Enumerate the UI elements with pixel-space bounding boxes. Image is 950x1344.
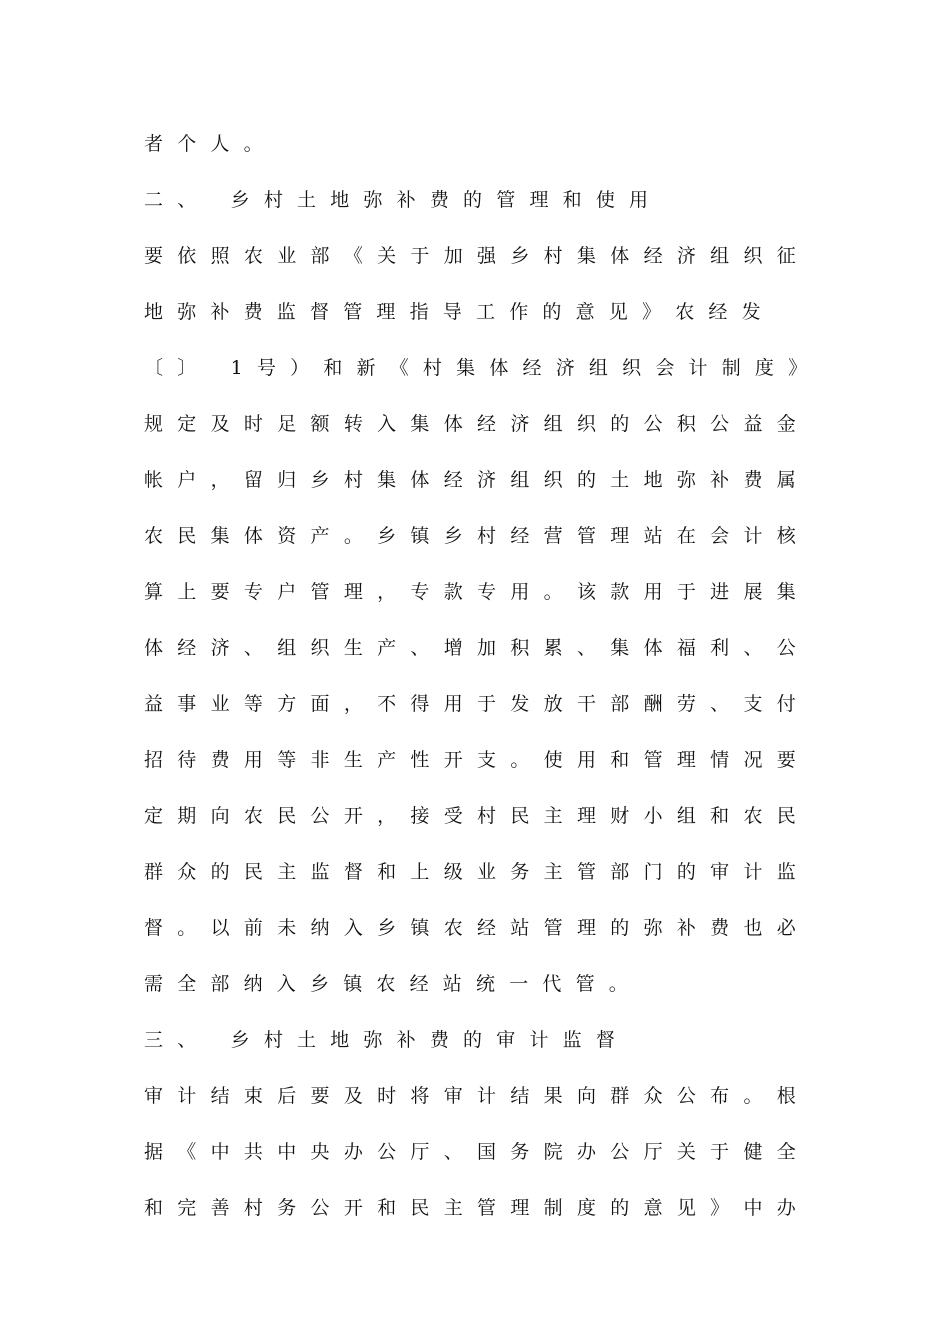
text-line-4: 地弥补费监督管理指导工作的意见》农经发 <box>144 301 775 323</box>
text-line-12: 招待费用等非生产性开支。使用和管理情况要 <box>144 749 810 771</box>
text-line-18: 审计结束后要及时将审计结果向群众公布。根 <box>144 1085 810 1107</box>
text-line-9: 算上要专户管理，专款专用。该款用于进展集 <box>144 581 810 603</box>
text-line-1: 者个人。 <box>144 133 277 155</box>
text-line-13: 定期向农民公开，接受村民主理财小组和农民 <box>144 805 810 827</box>
text-line-15: 督。以前未纳入乡镇农经站管理的弥补费也必 <box>144 917 810 939</box>
text-line-6: 规定及时足额转入集体经济组织的公积公益金 <box>144 413 810 435</box>
text-line-16: 需全部纳入乡镇农经站统一代管。 <box>144 973 643 995</box>
section-heading-2: 二、 乡村土地弥补费的管理和使用 <box>144 189 663 211</box>
text-line-11: 益事业等方面，不得用于发放干部酬劳、支付 <box>144 693 810 715</box>
text-line-3: 要依照农业部《关于加强乡村集体经济组织征 <box>144 245 810 267</box>
text-line-20: 和完善村务公开和民主管理制度的意见》中办 <box>144 1197 810 1219</box>
text-line-5: 〔〕 1号）和新《村集体经济组织会计制度》 <box>144 357 822 379</box>
text-line-14: 群众的民主监督和上级业务主管部门的审计监 <box>144 861 810 883</box>
text-line-8: 农民集体资产。乡镇乡村经营管理站在会计核 <box>144 525 810 547</box>
text-line-19: 据《中共中央办公厅、国务院办公厅关于健全 <box>144 1141 810 1163</box>
text-line-10: 体经济、组织生产、增加积累、集体福利、公 <box>144 637 810 659</box>
section-heading-3: 三、 乡村土地弥补费的审计监督 <box>144 1029 630 1051</box>
text-line-7: 帐户，留归乡村集体经济组织的土地弥补费属 <box>144 469 810 491</box>
